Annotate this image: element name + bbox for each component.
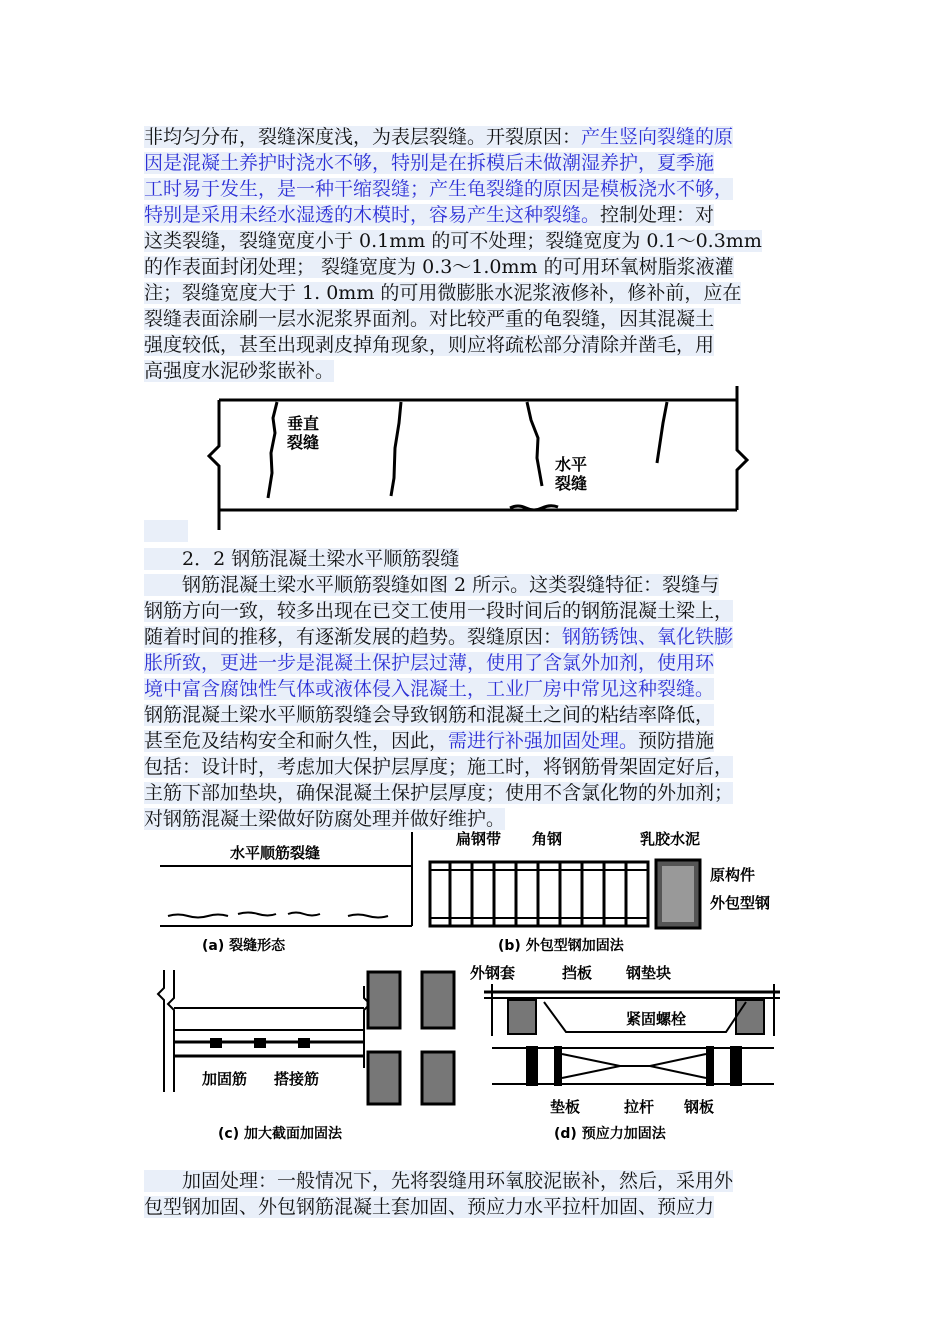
highlighted-text: 因是混凝土养护时浇水不够，特别是在拆模后未做潮湿养护，夏季施 [144,152,715,174]
text-line [144,624,834,650]
text-segment: 控制处理：对 [600,204,715,226]
fig-a-title: 水平顺筋裂缝 [230,844,321,862]
highlighted-text: 特别是采用未经水湿透的木模时，容易产生这种裂缝。 [144,204,601,226]
text-line [144,150,834,176]
fig-d-label-plate: 垫板 [550,1098,581,1116]
fig-d-label-sleeve: 外钢套 [470,964,516,982]
empty-highlight [144,520,188,542]
text-segment: 对钢筋混凝土梁做好防腐处理并做好维护。 [144,808,506,830]
fig-c-caption: (c) 加大截面加固法 [218,1126,342,1142]
text-line [144,702,834,728]
text-segment: 主筋下部加垫块，确保混凝土保护层厚度；使用不含氯化物的外加剂； [144,782,734,804]
highlighted-text: 需进行补强加固处理。 [448,730,639,752]
text-segment: 包型钢加固、外包钢筋混凝土套加固、预应力水平拉杆加固、预应力 [144,1196,715,1218]
highlighted-text: 工时易于发生，是一种干缩裂缝；产生龟裂缝的原因是模板浇水不够， [144,178,734,200]
text-line [144,332,834,358]
text-segment: 裂缝表面涂刷一层水泥浆界面剂。对比较严重的龟裂缝，因其混凝土 [144,308,715,330]
fig-b-label-latex-cement: 乳胶水泥 [640,830,701,848]
fig-c-label-lap: 搭接筋 [274,1070,320,1088]
fig-a-caption: (a) 裂缝形态 [202,938,286,954]
text-line [144,202,834,228]
section-heading: 2．2 钢筋混凝土梁水平顺筋裂缝 [144,548,460,570]
fig-b-caption: (b) 外包型钢加固法 [498,938,624,954]
text-segment: 钢筋混凝土梁水平顺筋裂缝会导致钢筋和混凝土之间的粘结率降低， [144,704,715,726]
text-segment: 包括：设计时，考虑加大保护层厚度；施工时，将钢筋骨架固定好后， [144,756,734,778]
text-line [144,780,834,806]
fig-d-label-steel-plate: 钢板 [684,1098,715,1116]
label-horizontal-crack-1: 水平 [555,455,588,474]
fig-d-label-rod: 拉杆 [624,1098,655,1116]
text-line [144,124,834,150]
fig-d-label-pad: 钢垫块 [626,964,672,982]
text-line [144,754,834,780]
text-line [144,676,834,702]
text-line [144,650,834,676]
text-line [144,1194,834,1220]
fig-b-label-angle-steel: 角钢 [532,830,563,848]
fig-c-label-rebar: 加固筋 [202,1070,248,1088]
text-line [144,598,834,624]
text-line [144,306,834,332]
fig-b-label-outer-steel: 外包型钢 [710,894,771,912]
label-vertical-crack-2: 裂缝 [287,433,320,452]
figure-reinforcement-methods [150,822,810,1152]
vertical-crack [657,402,667,463]
text-segment: 的作表面封闭处理； 裂缝宽度为 0.3～1.0mm 的可用环氧树脂浆液灌 [144,256,734,278]
vertical-crack [527,402,542,486]
text-line [144,728,834,754]
text-segment: 随着时间的推移，有逐渐发展的趋势。裂缝原因： [144,626,563,648]
text-line [144,280,834,306]
text-segment: 高强度水泥砂浆嵌补。 [144,360,335,382]
label-horizontal-crack-2: 裂缝 [555,474,588,493]
text-segment: 非均匀分布，裂缝深度浅，为表层裂缝。开裂原因： [144,126,582,148]
vertical-crack [391,402,401,496]
label-vertical-crack-1: 垂直 [287,414,320,433]
fig-d-label-baffle: 挡板 [562,964,593,982]
text-segment: 注；裂缝宽度大于 1. 0mm 的可用微膨胀水泥浆液修补，修补前，应在 [144,282,742,304]
paragraph-crack-causes [144,124,834,384]
paragraph-longitudinal-cracks [144,572,834,832]
fig-d-caption: (d) 预应力加固法 [554,1126,666,1142]
highlighted-text: 境中富含腐蚀性气体或液体侵入混凝土，工业厂房中常见这种裂缝。 [144,678,715,700]
text-segment: 甚至危及结构安全和耐久性，因此， [144,730,449,752]
highlighted-text: 钢筋锈蚀、氧化铁膨 [562,626,734,648]
text-line [144,176,834,202]
fig-b-label-flat-steel: 扁钢带 [456,830,502,848]
text-segment: 钢筋混凝土梁水平顺筋裂缝如图 2 所示。这类裂缝特征：裂缝与 [144,574,720,596]
text-segment: 这类裂缝，裂缝宽度小于 0.1mm 的可不处理；裂缝宽度为 0.1～0.3mm [144,230,762,252]
fig-d-label-bolt: 紧固螺栓 [626,1010,687,1028]
highlighted-text: 胀所致，更进一步是混凝土保护层过薄，使用了含氯外加剂，使用环 [144,652,715,674]
text-line [144,228,834,254]
text-segment: 预防措施 [638,730,715,752]
text-segment: 加固处理：一般情况下，先将裂缝用环氧胶泥嵌补，然后，采用外 [144,1170,734,1192]
text-line [144,1168,834,1194]
highlighted-text: 产生竖向裂缝的原 [581,126,734,148]
figure-beam-cracks [205,378,750,538]
text-segment: 钢筋方向一致，较多出现在已交工使用一段时间后的钢筋混凝土梁上， [144,600,734,622]
text-segment: 强度较低，甚至出现剥皮掉角现象，则应将疏松部分清除并凿毛，用 [144,334,715,356]
vertical-crack [268,402,277,498]
paragraph-reinforcement [144,1168,834,1220]
text-line [144,254,834,280]
fig-b-label-original: 原构件 [710,866,756,884]
text-line [144,572,834,598]
